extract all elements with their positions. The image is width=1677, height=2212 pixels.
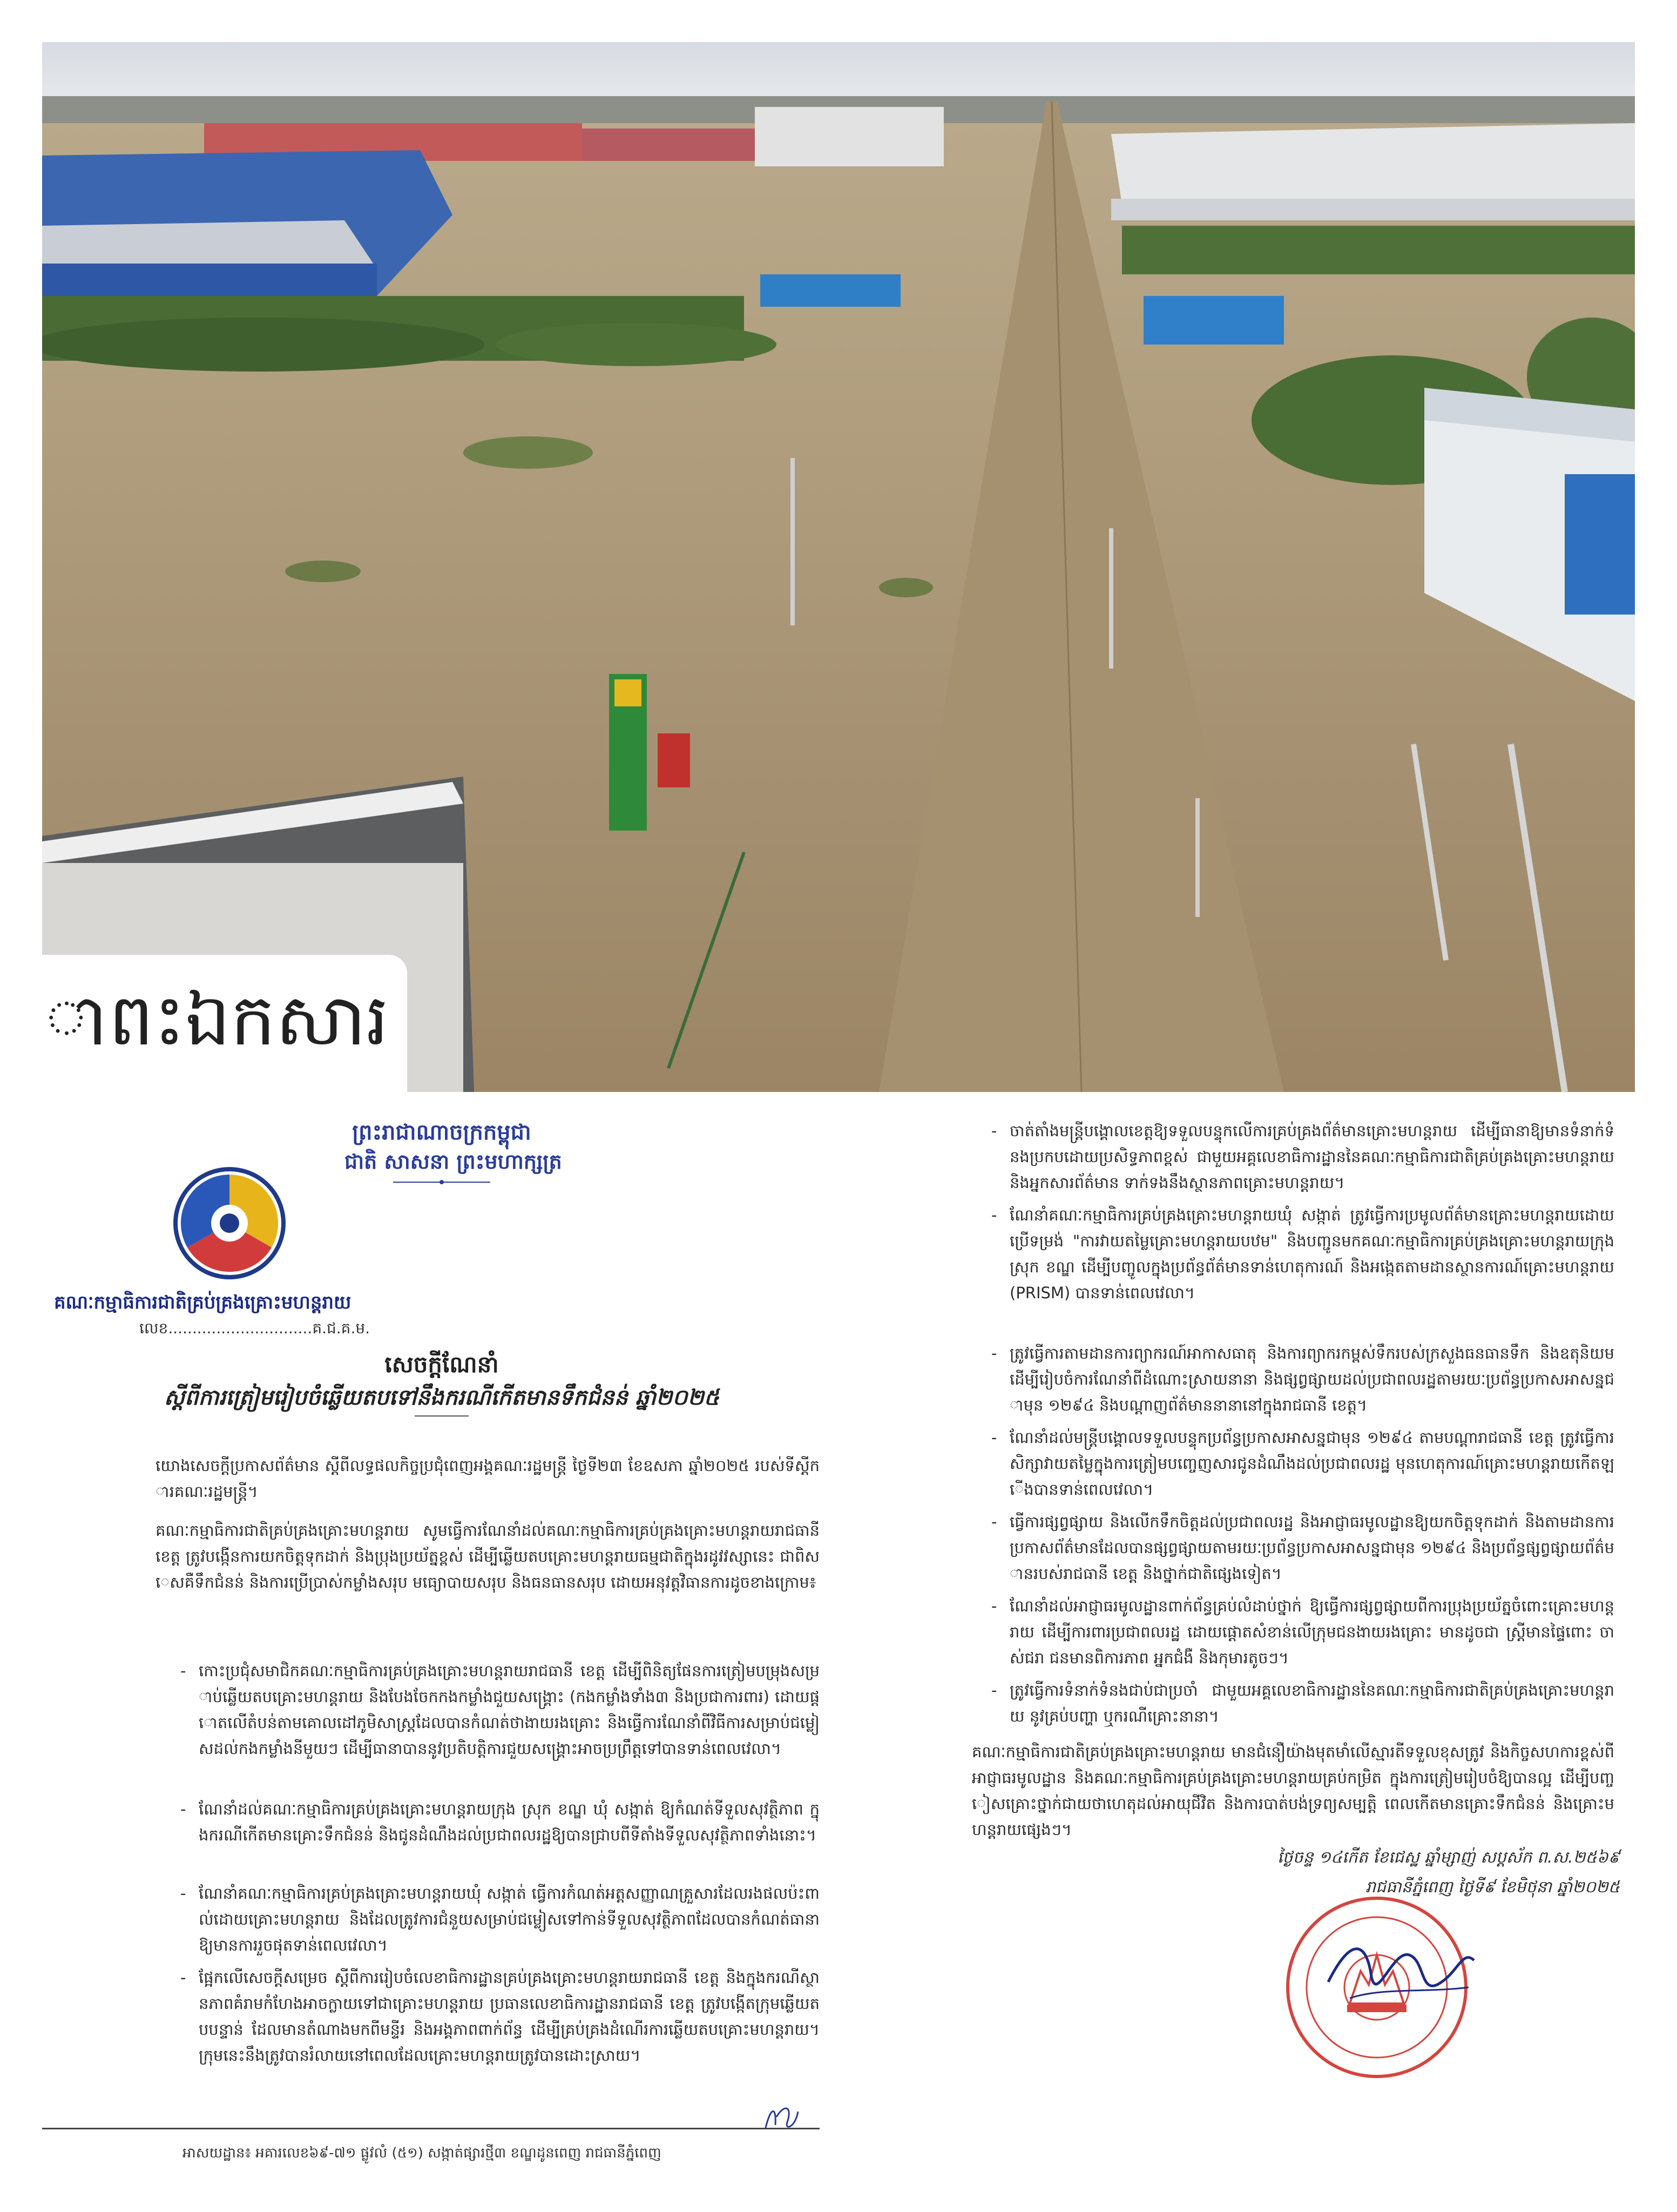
list-item: - ណែនាំដល់មន្ត្រីបង្គោលទទួលបន្ទុកប្រព័ន្ធប្រកាសអាសន្នជាមុន ១២៩៤ តាមបណ្តារាជធានី ខេត្ត ត្រូវធ្វើការសិក្សាវាយតម្លៃក្នុងការត្រៀមបញ្ចេញសារជូនដំណឹងដល់ប្រជាពលរដ្ឋ មុនហេតុការណ៍គ្រោះមហន្តរាយកើតឡើងបានទាន់ពេលវេលា។ (988, 1425, 1614, 1506)
place-date: រាជធានីភ្នំពេញ ថ្ងៃទី៩ ខែមិថុនា ឆ្នាំ២០២៥ (1365, 1878, 1620, 1897)
footer-address: អាសយដ្ឋាន៖ អគារលេខ៦៩-៧១ ផ្លូវលំ (៥១) សង្កាត់ផ្សារថ្មី៣ ខណ្ឌដូនពេញ រាជធានីភ្នំពេញ (182, 2145, 661, 2161)
instruction-list-right (988, 1118, 1614, 1735)
kingdom-header (344, 1118, 562, 1185)
list-item: - កោះប្រជុំសមាជិកគណៈកម្មាធិការគ្រប់គ្រងគ្រោះមហន្តរាយរាជធានី ខេត្ត ដើម្បីពិនិត្យផែនការត្រៀមបម្រុងសម្រាប់ឆ្លើយតបគ្រោះមហន្តរាយ និងបែងចែកកងកម្លាំងជួយសង្គ្រោះ (កងកម្លាំងទាំង៣ និងប្រជាការពារ) ដោយផ្តោតលើតំបន់តាមគោលដៅភូមិសាស្ត្រដែលបានកំណត់ថាងាយរងគ្រោះ និងធ្វើការណែនាំពីវិធីការសម្រាប់ជម្លៀសដល់កងកម្លាំងនីមួយៗ ដើម្បីធានាបាននូវប្រតិបត្តិការជួយសង្គ្រោះអាចប្រព្រឹត្តទៅបានទាន់ពេលវេលា។ (177, 1658, 820, 1793)
list-item: - ណែនាំដល់គណៈកម្មាធិការគ្រប់គ្រងគ្រោះមហន្តរាយក្រុង ស្រុក ខណ្ឌ ឃុំ សង្កាត់ ឱ្យកំណត់ទីទួលសុវត្ថិភាព ក្នុងករណីកើតមានគ្រោះទឹកជំនន់ និងជូនដំណឹងដល់ប្រជាពលរដ្ឋឱ្យបានជ្រាបពីទីតាំងទីទួលសុវត្ថិភាពទាំងនោះ។ (177, 1796, 820, 1877)
instruction-list-left (177, 1658, 820, 2103)
list-item: - ណែនាំដល់អាជ្ញាធរមូលដ្ឋានពាក់ព័ន្ធគ្រប់លំដាប់ថ្នាក់ ឱ្យធ្វើការផ្សព្វផ្សាយពីការប្រុងប្រយ័ត្នចំពោះគ្រោះមហន្តរាយ ដើម្បីការពារប្រជាពលរដ្ឋ ដោយផ្តោតសំខាន់លើក្រុមជនងាយរងគ្រោះ មានដូចជា ស្ត្រីមានផ្ទៃពោះ ចាស់ជរា ជនមានពិការភាព អ្នកជំងឺ និងកុមារតូចៗ។ (988, 1593, 1614, 1674)
body-paragraph: គណៈកម្មាធិការជាតិគ្រប់គ្រងគ្រោះមហន្តរាយ សូមធ្វើការណែនាំដល់គណៈកម្មាធិការគ្រប់គ្រងគ្រោះមហន្តរាយរាជធានី ខេត្ត ត្រូវបង្កើនការយកចិត្តទុកដាក់ និងប្រុងប្រយ័ត្នខ្ពស់ ដើម្បីឆ្លើយតបគ្រោះមហន្តរាយធម្មជាតិក្នុងរដូវវស្សានេះ ជាពិសេសគឺទឹកជំនន់ និងការប្រើប្រាស់កម្លាំងសរុប មធ្យោបាយសរុប និងធនធានសរុប ដោយអនុវត្តវិធានការដូចខាងក្រោម៖ (155, 1521, 820, 1591)
document-page-left (42, 1118, 841, 2166)
signature-mark (1317, 1917, 1479, 2025)
document-page-right (853, 1118, 1636, 2166)
ncdm-logo-icon (173, 1166, 286, 1280)
ornament-divider-icon (393, 1179, 490, 1185)
document-title: សេចក្តីណែនាំ (384, 1351, 499, 1378)
kingdom-line1: ព្រះរាជាណាចក្រកម្ពុជា (352, 1120, 531, 1145)
list-item: - ណែនាំគណៈកម្មាធិការគ្រប់គ្រងគ្រោះមហន្តរាយឃុំ សង្កាត់ ធ្វើការកំណត់អត្តសញ្ញាណគ្រួសារដែលរងផលប៉ះពាល់ដោយគ្រោះមហន្តរាយ និងដែលត្រូវការជំនួយសម្រាប់ជម្លៀសទៅកាន់ទីទួលសុវត្ថិភាពដែលបានកំណត់ធានាឱ្យមានការរួចផុតទាន់ពេលវេលា។ (177, 1880, 820, 1961)
lunar-date: ថ្ងៃចន្ទ ១៤កើត ខែជេស្ឋ ឆ្នាំម្សាញ់ សប្តស័ក ព.ស.២៥៦៩ (1277, 1848, 1620, 1867)
flood-photo (42, 42, 1635, 1092)
list-item: - ធ្វើការផ្សព្វផ្សាយ និងលើកទឹកចិត្តដល់ប្រជាពលរដ្ឋ និងអាជ្ញាធរមូលដ្ឋានឱ្យយកចិត្តទុកដាក់ និងតាមដានការប្រកាសព័ត៌មានដែលបានផ្សព្វផ្សាយតាមរយៈប្រព័ន្ធប្រកាសអាសន្នជាមុន ១២៩៤ និងប្រព័ន្ធផ្សព្វផ្សាយព័ត៌មានរបស់រាជធានី ខេត្ត និងថ្នាក់ជាតិផ្សេងទៀត។ (988, 1509, 1614, 1590)
photo-caption: ាពះឯកសារ (42, 955, 407, 1092)
list-item: - ត្រូវធ្វើការទំនាក់ទំនងជាប់ជាប្រចាំ ជាមួយអគ្គលេខាធិការដ្ឋាននៃគណៈកម្មាធិការជាតិគ្រប់គ្រងគ្រោះមហន្តរាយ នូវគ្រប់បញ្ហា ឬករណីគ្រោះនានា។ (988, 1677, 1614, 1731)
list-item: - ផ្អែកលើសេចក្តីសម្រេច ស្តីពីការរៀបចំលេខាធិការដ្ឋានគ្រប់គ្រងគ្រោះមហន្តរាយរាជធានី ខេត្ត និងក្នុងករណីស្ថានភាពគំរាមកំហែងអាចក្លាយទៅជាគ្រោះមហន្តរាយ ប្រធានលេខាធិការដ្ឋានរាជធានី ខេត្ត ត្រូវបង្កើតក្រុមឆ្លើយតបបន្ទាន់ ដែលមានតំណាងមកពីមន្ទីរ និងអង្គភាពពាក់ព័ន្ធ ដើម្បីគ្រប់គ្រងដំណើរការឆ្លើយតបគ្រោះមហន្តរាយ។ ក្រុមនេះនឹងត្រូវបានរំលាយនៅពេលដែលគ្រោះមហន្តរាយត្រូវបានដោះស្រាយ។ (177, 1965, 820, 2100)
list-item: - ចាត់តាំងមន្ត្រីបង្គោលខេត្តឱ្យទទួលបន្ទុកលើការគ្រប់គ្រងព័ត៌មានគ្រោះមហន្តរាយ ដើម្បីធានាឱ្យមានទំនាក់ទំនងប្រកបដោយប្រសិទ្ធភាពខ្ពស់ ជាមួយអគ្គលេខាធិការដ្ឋាននៃគណៈកម្មាធិការជាតិគ្រប់គ្រងគ្រោះមហន្តរាយ និងអ្នកសារព័ត៌មាន ទាក់ទងនឹងស្ថានភាពគ្រោះមហន្តរាយ។ (988, 1118, 1614, 1199)
organization-name: គណៈកម្មាធិការជាតិគ្រប់គ្រងគ្រោះមហន្តរាយ (54, 1292, 351, 1313)
list-item: - ត្រូវធ្វើការតាមដានការព្យាករណ៍អាកាសធាតុ និងការព្យាករកម្ពស់ទឹករបស់ក្រសួងធនធានទឹក និងឧតុនិយម ដើម្បីរៀបចំការណែនាំពីដំណោះស្រាយនានា និងផ្សព្វផ្សាយដល់ប្រជាពលរដ្ឋតាមរយៈប្រព័ន្ធប្រកាសអាសន្នជាមុន ១២៩៤ និងបណ្តាញព័ត៌មាននានានៅក្នុងរាជធានី ខេត្ត។ (988, 1340, 1614, 1421)
list-item: - ណែនាំគណៈកម្មាធិការគ្រប់គ្រងគ្រោះមហន្តរាយឃុំ សង្កាត់ ត្រូវធ្វើការប្រមូលព័ត៌មានគ្រោះមហន្តរាយដោយប្រើទម្រង់ "ការវាយតម្លៃគ្រោះមហន្តរាយបឋម" និងបញ្ជូនមកគណៈកម្មាធិការគ្រប់គ្រងគ្រោះមហន្តរាយក្រុង ស្រុក ខណ្ឌ ដើម្បីបញ្ចូលក្នុងប្រព័ន្ធព័ត៌មានទាន់ហេតុការណ៍ និងអង្កេតតាមដានស្ថានការណ៍គ្រោះមហន្តរាយ (PRISM) បានទាន់ពេលវេលា។ (988, 1202, 1614, 1337)
reference-number: លេខ..............................គ.ជ.គ.ម. (139, 1319, 370, 1337)
title-divider (415, 1415, 469, 1417)
flood-scene (42, 42, 1635, 1092)
document-subtitle: ស្តីពីការត្រៀមរៀបចំឆ្លើយតបទៅនឹងករណីកើតមានទឹកជំនន់ ឆ្នាំ២០២៥ (164, 1385, 720, 1410)
intro-paragraph: យោងសេចក្តីប្រកាសព័ត៌មាន ស្តីពីលទ្ធផលកិច្ចប្រជុំពេញអង្គគណៈរដ្ឋមន្ត្រី ថ្ងៃទី២៣ ខែឧសភា ឆ្នាំ២០២៥ របស់ទីស្តីការគណៈរដ្ឋមន្ត្រី។ (155, 1456, 820, 1501)
footer-divider (42, 2128, 820, 2129)
kingdom-line2: ជាតិ សាសនា ព្រះមហាក្សត្រ (344, 1149, 562, 1174)
closing-paragraph: គណៈកម្មាធិការជាតិគ្រប់គ្រងគ្រោះមហន្តរាយ មានជំនឿយ៉ាងមុតមាំលើស្មារតីទទួលខុសត្រូវ និងកិច្ចសហការខ្ពស់ពីអាជ្ញាធរមូលដ្ឋាន និងគណៈកម្មាធិការគ្រប់គ្រងគ្រោះមហន្តរាយគ្រប់កម្រិត ក្នុងការត្រៀមរៀបចំឱ្យបានល្អ ដើម្បីបញ្ចៀសគ្រោះថ្នាក់ជាយថាហេតុដល់អាយុជីវិត និងការបាត់បង់ទ្រព្យសម្បត្តិ ពេលកើតមានគ្រោះទឹកជំនន់ និងគ្រោះមហន្តរាយផ្សេងៗ។ (972, 1743, 1614, 1839)
